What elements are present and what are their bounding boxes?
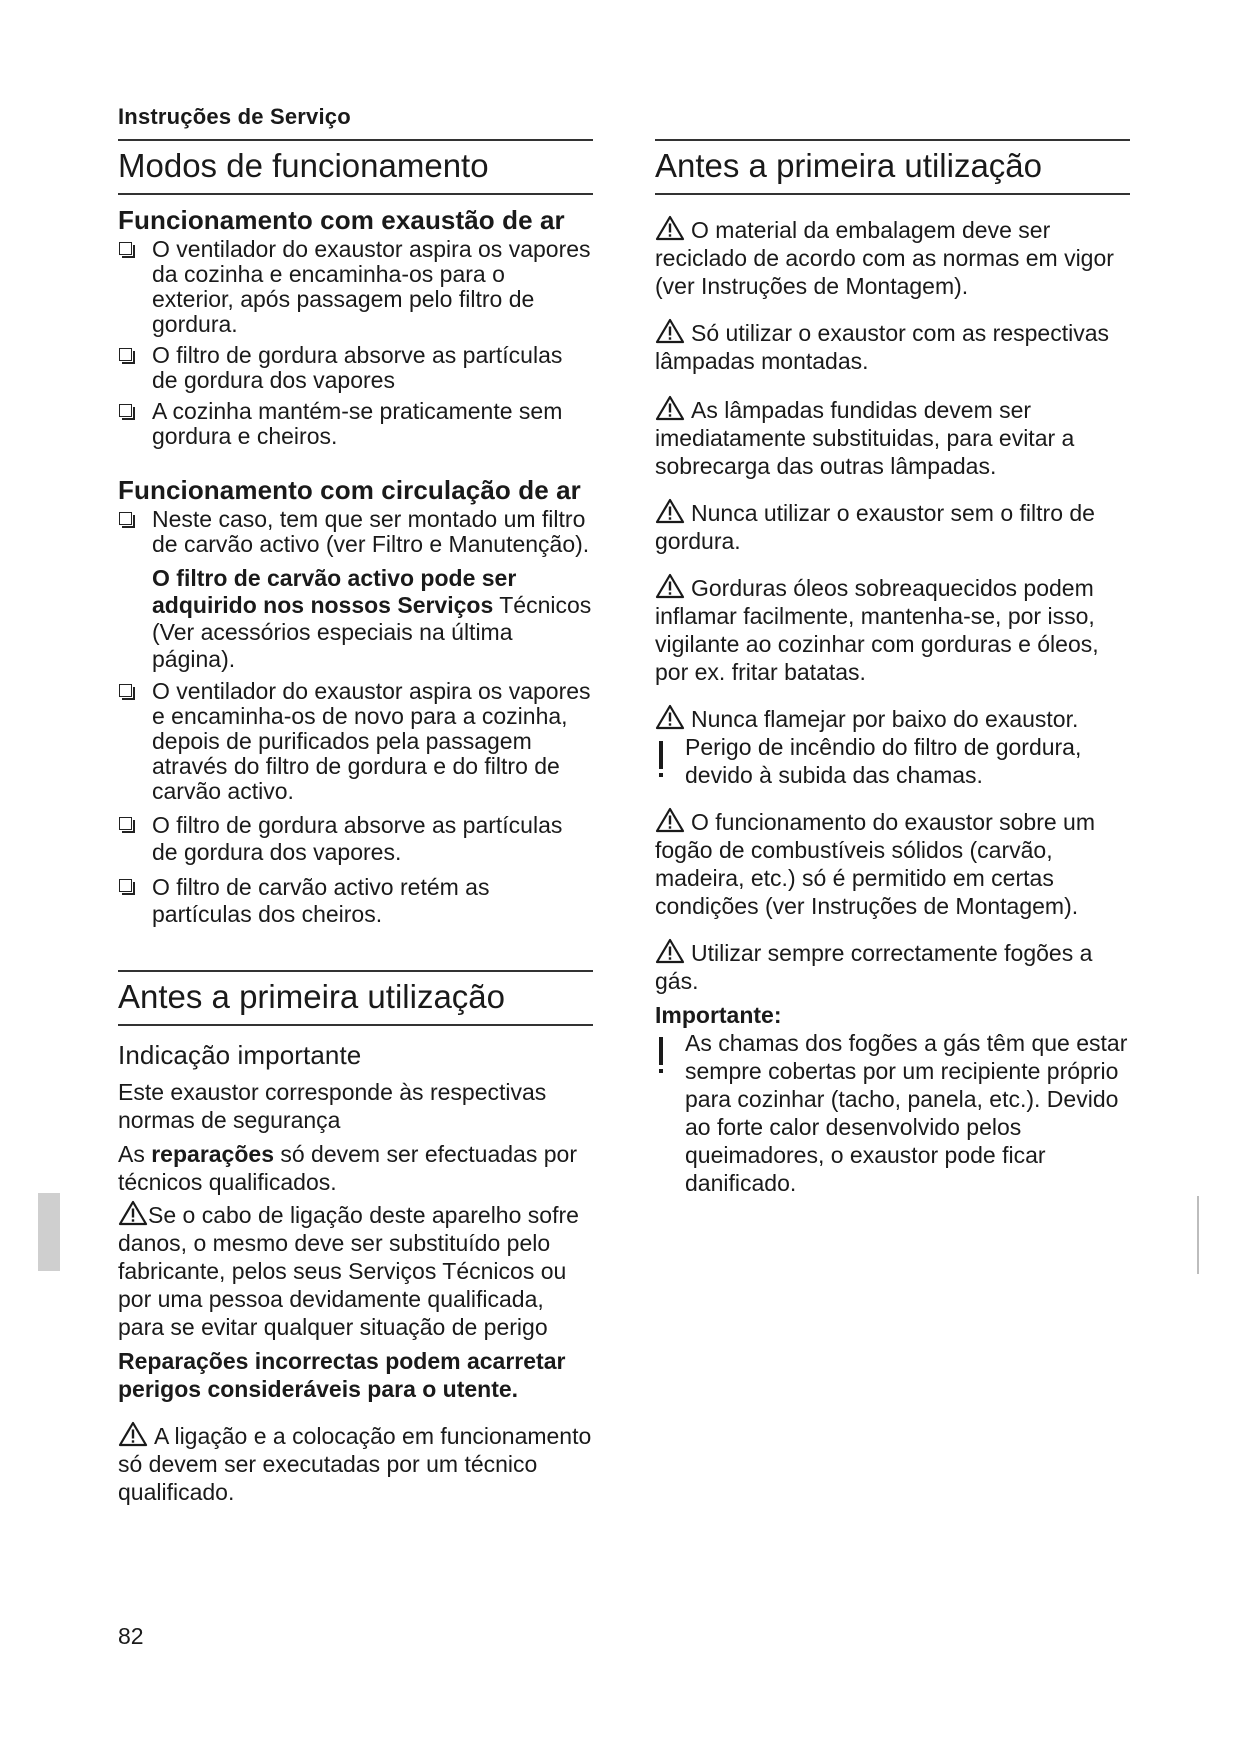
carbon-filter-note-bold: O filtro de carvão activo pode ser adquirido nos nossos Serviços: [152, 565, 517, 618]
warning-triangle-icon: [655, 498, 685, 524]
repairs-prefix: As: [118, 1141, 152, 1167]
list-item: [118, 679, 593, 804]
warning-solid-fuel: [655, 807, 1130, 920]
cable-damage-text: Se o cabo de ligação deste aparelho sofre danos, o mesmo deve ser substituído pelo fabricante, pelos seus Serviços Técnicos ou por uma pessoa devidamente qualificada, para se evitar qualquer situação de perigo: [118, 1202, 579, 1340]
list-item: [118, 343, 593, 393]
repairs-text: [118, 1140, 593, 1196]
checkbox-bullet-icon: [119, 512, 132, 525]
list-item-text: O filtro de gordura absorve as partículas de gordura dos vapores.: [152, 812, 563, 865]
warning-overheated-oils: [655, 573, 1130, 686]
cable-damage-warning: [118, 1200, 593, 1341]
circulation-mode-list: [118, 507, 593, 557]
warning-grease-filter: [655, 498, 1130, 555]
heading-important-note: Indicação importante: [118, 1040, 362, 1070]
list-item-text: A cozinha mantém-se praticamente sem gordura e cheiros.: [152, 398, 563, 449]
warning-text: Gorduras óleos sobreaquecidos podem inflamar facilmente, mantenha-se, por isso, vigilante ao cozinhar com gorduras e óleos, por ex. fritar batatas.: [655, 575, 1099, 685]
incorrect-repairs-warning: Reparações incorrectas podem acarretar perigos consideráveis para o utente.: [118, 1348, 566, 1402]
warning-text: Nunca flamejar por baixo do exaustor.: [691, 706, 1079, 732]
page-number: 82: [118, 1623, 144, 1649]
list-item-text: O ventilador do exaustor aspira os vapores da cozinha e encaminha-os para o exterior, após passagem pelo filtro de gordura.: [152, 236, 591, 337]
gas-flames-note: [655, 1029, 1130, 1197]
warning-triangle-icon: [655, 938, 685, 964]
warning-gas-stoves: [655, 938, 1130, 995]
list-item: [118, 399, 593, 449]
list-item-text: O filtro de gordura absorve as partículas de gordura dos vapores: [152, 342, 563, 393]
checkbox-bullet-icon: [119, 348, 132, 361]
warning-triangle-icon: [655, 318, 685, 344]
heading-circulation-mode: Funcionamento com circulação de ar: [118, 475, 581, 505]
checkbox-bullet-icon: [119, 684, 132, 697]
connection-warning: [118, 1421, 593, 1506]
warning-text: Utilizar sempre correctamente fogões a gás.: [655, 940, 1093, 994]
exclamation-icon: [659, 1037, 663, 1073]
checkbox-bullet-icon: [119, 404, 132, 417]
warning-triangle-icon: [655, 215, 685, 241]
heading-exhaust-mode: Funcionamento com exaustão de ar: [118, 205, 565, 235]
list-item: [118, 237, 593, 337]
carbon-filter-note-rest: Técnicos (Ver acessórios especiais na última página).: [152, 592, 592, 672]
warning-text: O funcionamento do exaustor sobre um fogão de combustíveis sólidos (carvão, madeira, etc.) só é permitido em certas condições (ver Instruções de Montagem).: [655, 809, 1096, 919]
left-column: [118, 139, 593, 1506]
list-item-text: Neste caso, tem que ser montado um filtro de carvão activo (ver Filtro e Manutenção).: [152, 506, 590, 557]
warning-lamps-mounted: [655, 318, 1130, 375]
list-item: [118, 812, 593, 866]
connection-warning-text: A ligação e a colocação em funcionamento só devem ser executadas por um técnico qualificado.: [118, 1423, 592, 1505]
important-label: Importante:: [655, 1002, 782, 1028]
warning-text: Nunca utilizar o exaustor sem o filtro de gordura.: [655, 500, 1095, 554]
safety-norms-text: Este exaustor corresponde às respectivas normas de segurança: [118, 1079, 547, 1133]
repairs-rest: só devem ser efectuadas por técnicos qualificados.: [118, 1141, 577, 1195]
warning-triangle-icon: [118, 1421, 148, 1447]
warning-text: Só utilizar o exaustor com as respectivas lâmpadas montadas.: [655, 320, 1110, 374]
list-item-text: O ventilador do exaustor aspira os vapores e encaminha-os de novo para a cozinha, depois de purificados pela passagem através do filtro de gordura e do filtro de carvão activo.: [152, 678, 591, 804]
warning-triangle-icon: [655, 704, 685, 730]
repairs-bold: reparações: [151, 1141, 274, 1167]
list-item: [118, 507, 593, 557]
warning-triangle-icon: [655, 807, 685, 833]
carbon-filter-note: [118, 565, 593, 673]
thumb-index-tab: [38, 1193, 60, 1271]
warning-lamps-replace: [655, 395, 1130, 480]
gas-flames-text: As chamas dos fogões a gás têm que estar sempre cobertas por um recipiente próprio para cozinhar (tacho, panela, etc.). Devido ao forte calor desenvolvido pelos queimadores, o exaustor pode ficar danificado.: [685, 1030, 1128, 1196]
section-title-before-first-use: Antes a primeira utilização: [118, 970, 593, 1026]
page-edge-mark: [1197, 1196, 1199, 1274]
warning-triangle-icon: [655, 573, 685, 599]
exhaust-mode-list: [118, 237, 593, 449]
warning-packaging: [655, 215, 1130, 300]
right-column: [655, 139, 1130, 1197]
section-title-operating-modes: Modos de funcionamento: [118, 139, 593, 195]
fire-danger-note: [655, 733, 1130, 789]
exclamation-icon: [659, 741, 663, 777]
fire-danger-text: Perigo de incêndio do filtro de gordura, devido à subida das chamas.: [685, 734, 1082, 788]
warning-text: As lâmpadas fundidas devem ser imediatamente substituidas, para evitar a sobrecarga das outras lâmpadas.: [655, 397, 1075, 479]
warning-text: O material da embalagem deve ser reciclado de acordo com as normas em vigor (ver Instruções de Montagem).: [655, 217, 1114, 299]
list-item-text: O filtro de carvão activo retém as partículas dos cheiros.: [152, 874, 490, 927]
checkbox-bullet-icon: [119, 817, 132, 830]
running-header: Instruções de Serviço: [118, 104, 351, 129]
checkbox-bullet-icon: [119, 242, 132, 255]
warning-triangle-icon: [118, 1200, 148, 1226]
circulation-details-list: [118, 679, 593, 928]
checkbox-bullet-icon: [119, 879, 132, 892]
list-item: [118, 874, 593, 928]
warning-flambe: [655, 704, 1130, 733]
section-title-before-first-use-right: Antes a primeira utilização: [655, 139, 1130, 195]
warning-triangle-icon: [655, 395, 685, 421]
